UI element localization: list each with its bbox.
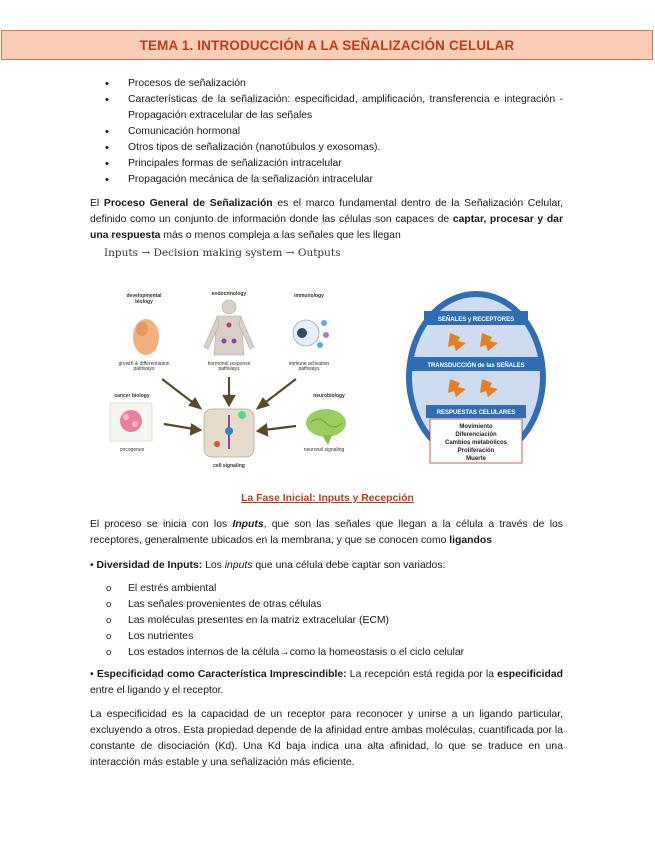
italic-term: inputs	[224, 560, 253, 571]
tumor-icon	[120, 410, 142, 432]
page-title: TEMA 1. INTRODUCCIÓN A LA SEÑALIZACIÓN CELULAR	[139, 37, 515, 53]
label-neurobiology: neurobiology	[313, 393, 345, 399]
input-types-list	[90, 581, 563, 661]
label-endocrinology: endocrinology	[211, 291, 247, 297]
list-item: o Los estados internos de la célula→como la homeostasis o el ciclo celular	[128, 645, 563, 661]
box-responses-label: RESPUESTAS CELULARES	[436, 410, 516, 416]
bullet: •	[90, 560, 94, 571]
box-transduction-label: TRANSDUCCIÓN de las SEÑALES	[427, 363, 525, 369]
bold-term: Inputs	[232, 519, 264, 530]
label-cell-signaling: cell signaling	[213, 463, 245, 469]
label-biology: biology	[135, 299, 153, 305]
section-heading: La Fase Inicial: Inputs y Recepción	[241, 493, 414, 504]
label-hormonal: hormonal response	[207, 361, 251, 367]
label-pathways: pathways	[133, 366, 155, 372]
list-item: • Principales formas de señalización intracelular	[128, 156, 563, 172]
title-banner	[1, 30, 653, 60]
intro-section	[90, 76, 563, 261]
list-item: o Las señales provenientes de otras células	[128, 597, 563, 613]
text-run: El proceso se inicia con los	[90, 519, 233, 530]
label-pathways: pathways	[298, 366, 320, 372]
response-item: Movimiento	[459, 424, 493, 430]
text-run: , que son las señales que llegan a la célula a través de los receptores, generalmente ubicados en la membrana, y que se conocen como	[90, 519, 563, 546]
label-cancer: cancer biology	[114, 393, 150, 399]
input-types-section	[90, 581, 563, 661]
list-item: o Los nutrientes	[128, 629, 563, 645]
label-developmental: developmental	[126, 293, 162, 299]
label-neuronal: neuronal signaling	[303, 447, 345, 453]
bold-term: Proceso General de Señalización	[103, 198, 273, 209]
text-run: es el marco fundamental dentro de la Señalización Celular, definido como un conjunto de información donde las células son capaces de	[90, 198, 563, 225]
response-item: Muerte	[466, 456, 486, 462]
label-growth: growth & differentiation	[118, 361, 170, 367]
response-item: Diferenciación	[455, 432, 497, 438]
final-text: La especificidad es la capacidad de un receptor para reconocer y unirse a un ligando particular, excluyendo a otros. Esta propiedad depende de la afinidad entre ambas moléculas, cuantificada por la constante de disociación (Kd). Una Kd baja indica una alta afinidad, lo que se traduce en una interacción más estable y una señalización más eficiente.	[90, 709, 563, 768]
label-pathways: pathways	[218, 366, 240, 372]
signaling-process-diagram	[402, 289, 550, 465]
bold-term: Diversidad de Inputs:	[96, 560, 203, 571]
label-immunology: immunology	[294, 293, 324, 299]
label-oncogenes: oncogenes	[119, 447, 145, 453]
bold-term: especificidad	[497, 669, 564, 680]
response-item: Cambios metabólicos	[444, 440, 508, 446]
io-formula: Inputs → Decision making system → Outputs	[104, 247, 341, 259]
text-run: entre el ligando y el receptor.	[90, 685, 224, 696]
final-paragraph	[90, 707, 563, 771]
label-immune: immune activation	[288, 361, 330, 367]
topic-list	[90, 76, 563, 188]
bullet: •	[90, 669, 94, 680]
list-item: • Comunicación hormonal	[128, 124, 563, 140]
bold-term: captar, procesar y dar una respuesta	[90, 214, 563, 241]
text-run: Los	[202, 560, 225, 571]
bold-term: ligandos	[449, 535, 492, 546]
inputs-paragraph	[90, 517, 563, 549]
embryo-head-icon	[136, 322, 148, 336]
text-run: La recepción está regida por la	[346, 669, 498, 680]
text-run: más o menos compleja a las señales que les llegan	[160, 230, 401, 241]
text-run: El	[90, 198, 104, 209]
list-item: • Procesos de señalización	[128, 76, 563, 92]
bold-term: Especificidad como Característica Imprescindible:	[96, 669, 347, 680]
diversity-paragraph	[90, 558, 563, 574]
intro-paragraph	[90, 196, 563, 244]
list-item: • Propagación mecánica de la señalización intracelular	[128, 172, 563, 188]
text-run: que una célula debe captar son variados:	[252, 560, 446, 571]
list-item: • Otros tipos de señalización (nanotúbulos y exosomas).	[128, 140, 563, 156]
signaling-fields-diagram	[104, 289, 354, 479]
list-item: o El estrés ambiental	[128, 581, 563, 597]
response-item: Proliferación	[457, 448, 495, 454]
list-item: • Características de la señalización: especificidad, amplificación, transferencia e integración - Propagación extracelular de las señales	[128, 92, 563, 124]
list-item: o Las moléculas presentes en la matriz extracelular (ECM)	[128, 613, 563, 629]
box-signals-label: SEÑALES y RECEPTORES	[437, 317, 515, 323]
specificity-paragraph	[90, 667, 563, 699]
